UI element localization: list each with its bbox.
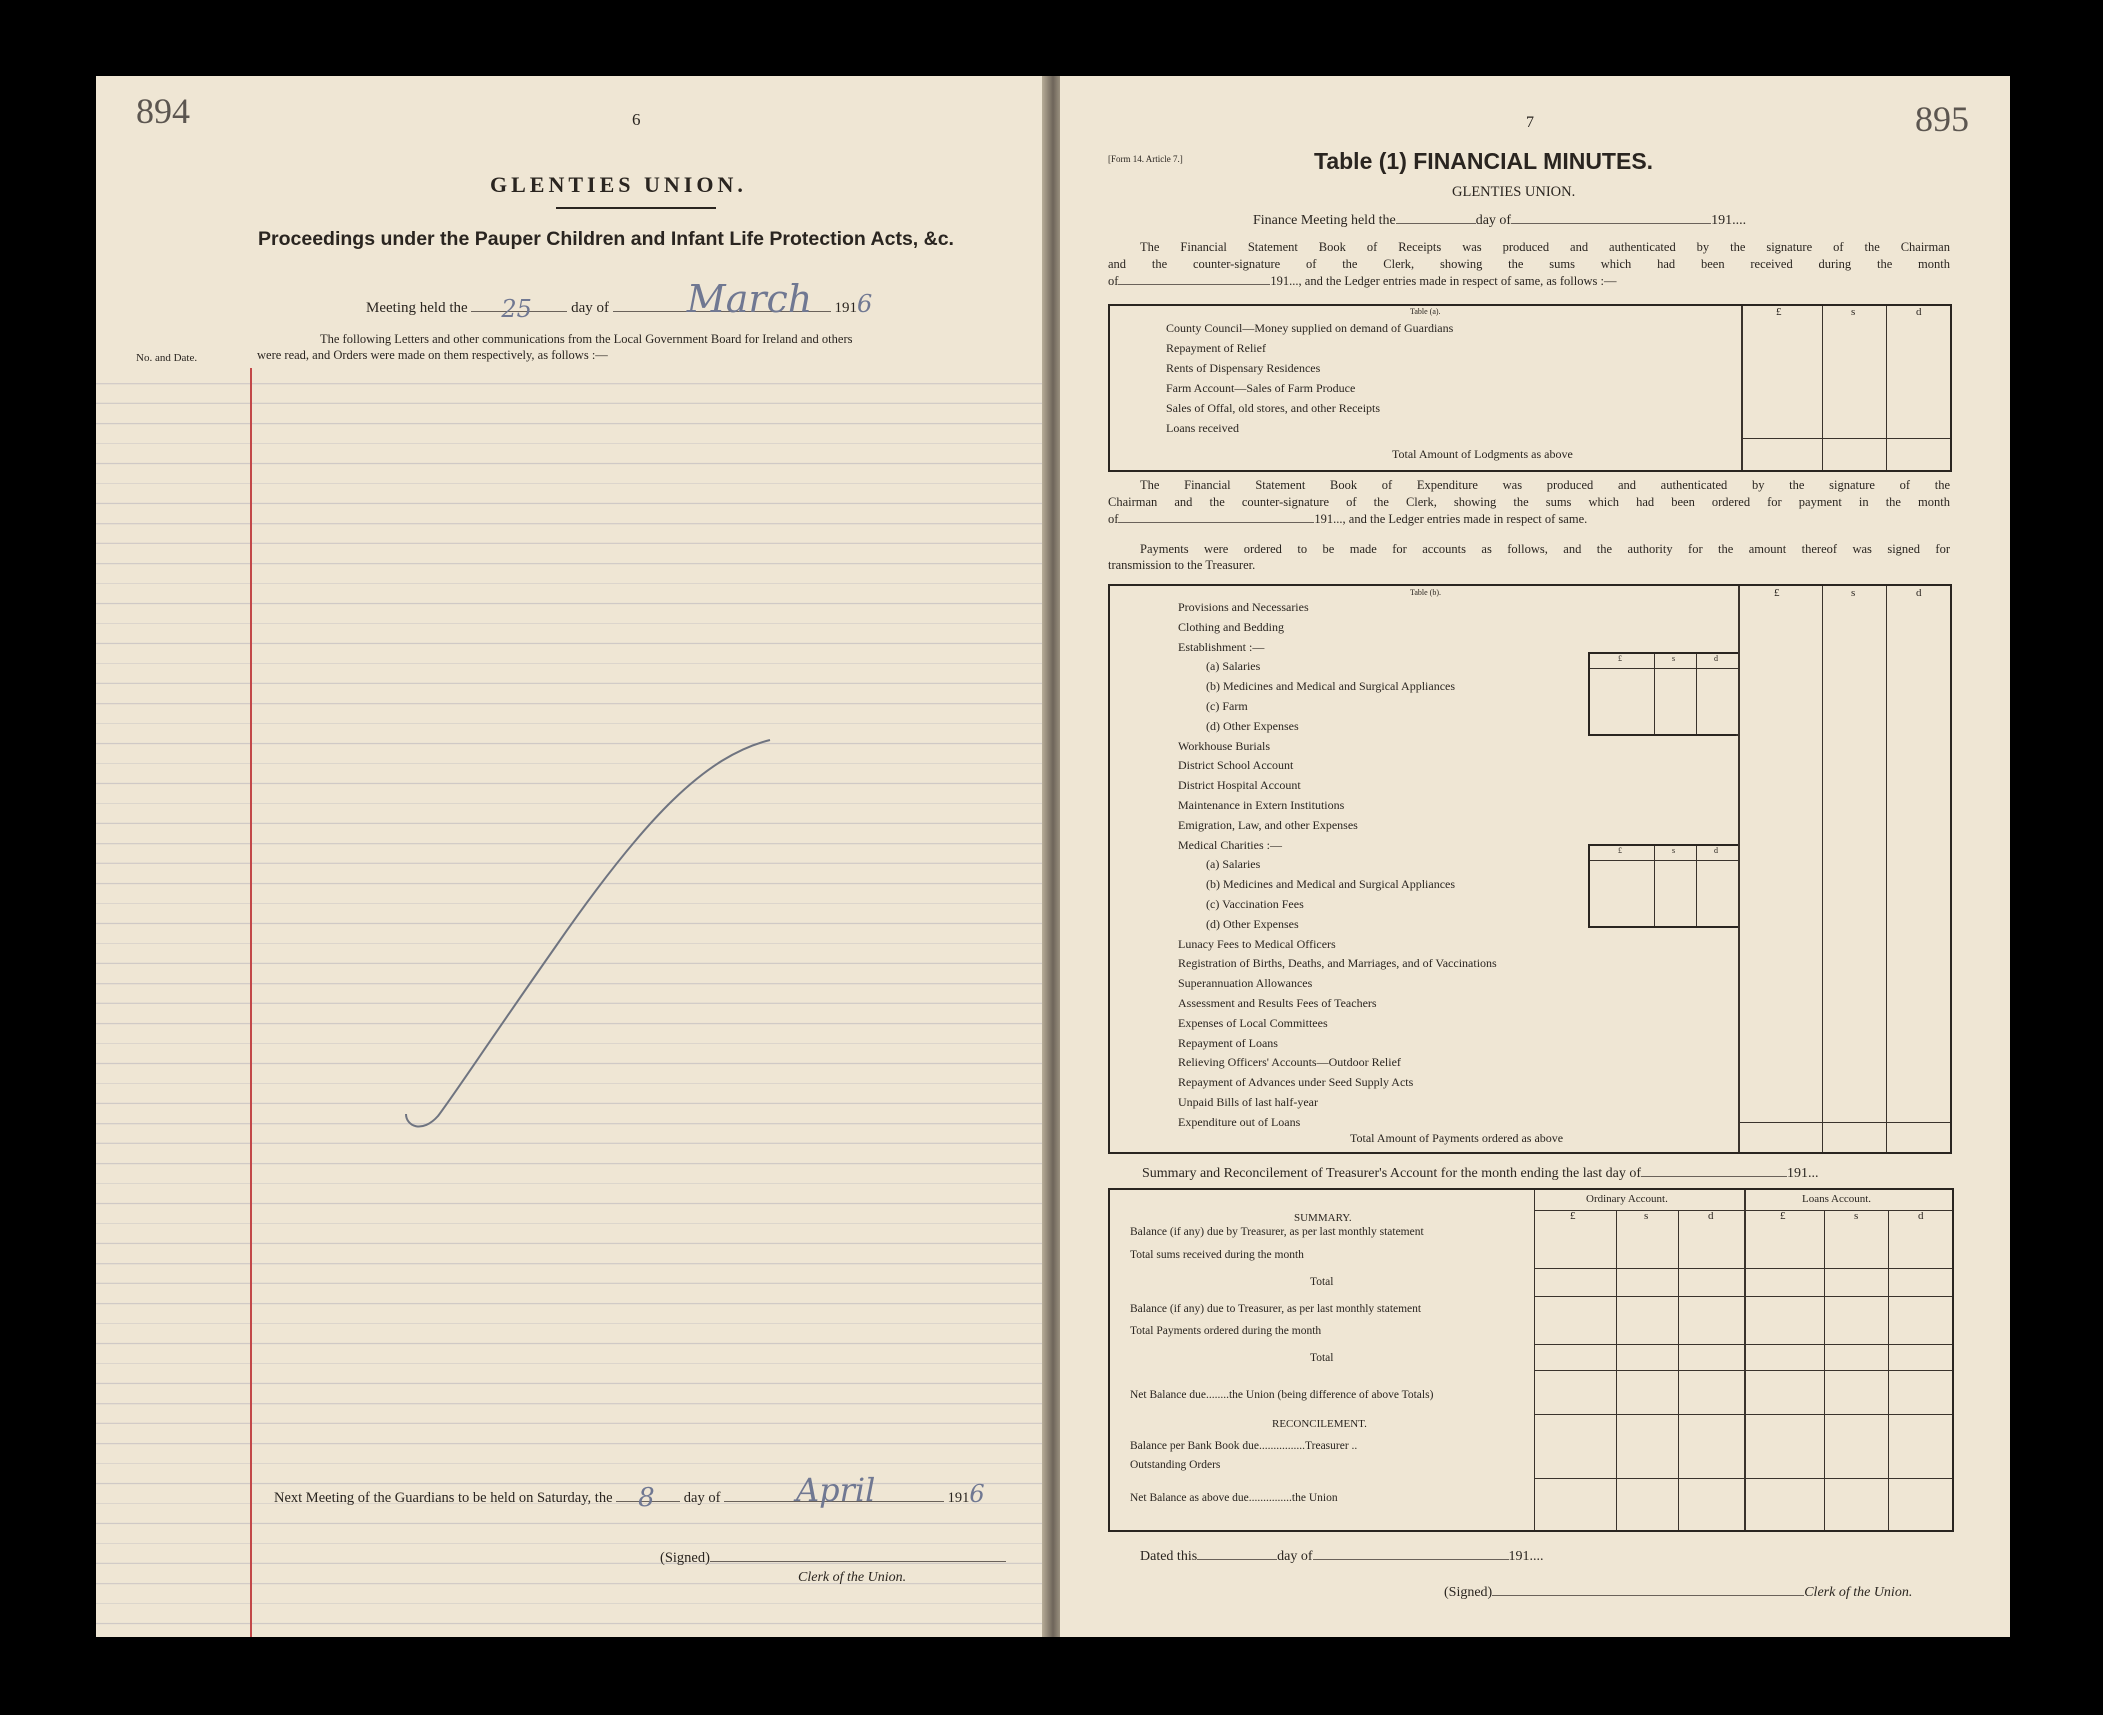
establishment-subtotal-box [1588,652,1738,736]
left-page [96,76,1050,1637]
table-b-currency-shilling: s [1851,587,1856,599]
meeting-month-blank [613,277,831,321]
table-a-currency-shilling: s [1851,306,1856,318]
right-folio-number: 895 [1915,99,1969,139]
summary-label: SUMMARY. [1294,1212,1352,1224]
table-b-row: Establishment :— [1178,639,1265,654]
expenditure-line-2: Chairman and the counter-signature of the Clerk, showing the sums which had been ordered for payment in the month [1108,495,1950,509]
right-signature-blank [1492,1595,1804,1596]
left-clerk-label: Clerk of the Union. [798,1570,907,1585]
table-a-currency-pound: £ [1776,306,1782,318]
table-a-row: Loans received [1166,421,1239,435]
table-b-money-divider [1738,586,1740,1152]
summary-rule [1534,1478,1952,1479]
table-b [1108,584,1952,1154]
table-a-total: Total Amount of Lodgments as above [1392,447,1573,461]
expenditure-of: of [1108,512,1119,526]
dated-month-blank [1313,1559,1509,1560]
summary-row: Balance (if any) due by Treasurer, as per last monthly statement [1130,1226,1424,1238]
establishment-subtotal-col-d [1696,654,1697,734]
margin-label-no-and-date: No. and Date. [136,352,198,364]
reconcilement-row: Net Balance as above due...............the Union [1130,1492,1338,1504]
table-b-row: Provisions and Necessaries [1178,600,1309,614]
summary-day-blank [1641,1176,1787,1177]
loans-account-header: Loans Account. [1802,1193,1872,1205]
intro-line-2: were read, and Orders were made on them respectively, as follows :— [257,348,608,362]
receipts-line-3-rest: 191..., and the Ledger entries made in respect of same, as follows :— [1270,274,1617,288]
next-meeting-prefix: Next Meeting of the Guardians to be held on Saturday, the [274,1490,613,1506]
payments-line-2: transmission to the Treasurer. [1108,558,1256,572]
table-b-row: (b) Medicines and Medical and Surgical Appliances [1206,679,1456,694]
summary-heading-text: Summary and Reconcilement of Treasurer's Account for the month ending the last day of [1142,1166,1642,1181]
table-b-row: (c) Vaccination Fees [1206,897,1304,911]
summary-row: Total sums received during the month [1130,1249,1304,1261]
summary-rule [1534,1344,1952,1345]
table-a [1108,304,1952,472]
expenditure-line-1: The Financial Statement Book of Expenditure was produced and authenticated by the signature of the [1140,478,1950,492]
receipts-month-blank [1118,284,1270,285]
table-b-row: Lunacy Fees to Medical Officers [1178,936,1336,951]
establishment-connector [1736,734,1740,736]
next-meeting-year-handwritten: 6 [969,1480,985,1508]
establishment-currency-pence: d [1714,654,1718,663]
table-b-row: (d) Other Expenses [1206,718,1299,733]
reconcilement-label: RECONCILEMENT. [1272,1418,1367,1430]
loans-currency-shilling: s [1854,1210,1859,1222]
summary-rule [1534,1414,1952,1415]
meeting-day-blank [471,295,567,323]
form-reference: [Form 14. Article 7.] [1108,154,1183,164]
table-a-row: Repayment of Relief [1166,341,1266,355]
table-b-row: Workhouse Burials [1178,738,1271,753]
table-b-total-rule [1739,1122,1950,1123]
finance-month-blank [1511,223,1711,224]
finance-year: 191.... [1711,213,1747,228]
summary-rule [1534,1296,1952,1297]
table-b-col-d [1886,586,1887,1152]
table-b-row: Expenses of Local Committees [1178,1015,1328,1030]
table-a-money-divider [1741,306,1743,470]
intro-line-1: The following Letters and other communications from the Local Government Board for Ireland and others [320,332,853,346]
next-meeting-day-blank [616,1483,680,1513]
left-signed-label: (Signed) [660,1550,710,1566]
dated-line [1140,1549,1544,1565]
summary-header-rule [1534,1210,1952,1211]
table-a-caption: Table (a). [1410,307,1441,316]
right-signed-label: (Signed) [1444,1585,1493,1600]
medical-subtotal-header-rule [1590,860,1738,861]
left-page-number: 6 [632,110,641,129]
table-b-row: Unpaid Bills of last half-year [1178,1095,1318,1109]
table-b-row: Repayment of Loans [1178,1035,1278,1050]
dated-year: 191.... [1508,1549,1544,1564]
table-b-currency-pound: £ [1774,587,1780,599]
table-b-row: District School Account [1178,758,1294,773]
summary-heading-year: 191... [1787,1166,1819,1181]
proceedings-title: Proceedings under the Pauper Children and Infant Life Protection Acts, &c. [258,228,954,250]
summary-table [1108,1188,1954,1532]
establishment-subtotal-col-s [1654,654,1655,734]
next-meeting-day-of: day of [683,1490,721,1506]
table-b-row: Clothing and Bedding [1178,619,1284,634]
table-b-row: Medical Charities :— [1178,837,1282,852]
ordinary-account-header: Ordinary Account. [1586,1193,1668,1205]
receipts-line-3 [1108,274,1617,289]
establishment-currency-pound: £ [1618,654,1622,663]
meeting-prefix: Meeting held the [366,300,468,316]
left-page-header-area [96,76,1050,372]
table-b-row: (c) Farm [1206,699,1248,713]
summary-col-loans [1744,1190,1746,1530]
table-b-row: (b) Medicines and Medical and Surgical Appliances [1206,877,1456,892]
right-clerk-label: Clerk of the Union. [1804,1585,1913,1600]
next-meeting-day-handwritten: 8 [638,1483,655,1513]
table-b-row: Emigration, Law, and other Expenses [1178,817,1358,832]
expenditure-line-3-rest: 191..., and the Ledger entries made in respect of same. [1314,512,1588,526]
medical-currency-pound: £ [1618,846,1622,855]
meeting-year-handwritten: 6 [857,290,873,318]
finance-meeting-label: Finance Meeting held the [1253,213,1396,228]
summary-row: Balance (if any) due to Treasurer, as per last monthly statement [1130,1303,1422,1315]
table-b-row: District Hospital Account [1178,778,1301,793]
table-b-row: Repayment of Advances under Seed Supply Acts [1178,1075,1414,1090]
expenditure-line-3 [1108,512,1587,527]
loans-currency-pence: d [1918,1210,1924,1222]
meeting-month-handwritten: March [686,277,813,321]
table-a-col-d [1886,306,1887,470]
left-folio-number: 894 [136,91,190,131]
table-b-row: Maintenance in Extern Institutions [1178,798,1345,812]
dated-day-blank [1197,1559,1277,1560]
dated-this-label: Dated this [1140,1549,1198,1564]
table-b-row: Registration of Births, Deaths, and Marriages, and of Vaccinations [1178,956,1497,971]
right-signature-line [1444,1585,1912,1601]
table-b-row: (d) Other Expenses [1206,916,1299,931]
loans-currency-pound: £ [1780,1210,1786,1222]
medical-subtotal-col-d [1696,846,1697,926]
finance-meeting-line [1253,213,1746,229]
receipts-line-1: The Financial Statement Book of Receipts was produced and authenticated by the signature of the Chairman [1140,240,1950,254]
table-a-total-rule [1742,438,1950,439]
ordinary-currency-shilling: s [1644,1210,1649,1222]
table-b-row: (a) Salaries [1206,659,1261,674]
medical-subtotal-col-s [1654,846,1655,926]
meeting-line [366,277,873,323]
table-a-row: County Council—Money supplied on demand of Guardians [1166,321,1454,335]
table-b-row: Assessment and Results Fees of Teachers [1178,996,1377,1010]
ordinary-currency-pence: d [1708,1210,1714,1222]
summary-rule [1534,1268,1952,1269]
table-b-row: Superannuation Allowances [1178,976,1313,991]
right-union-title: GLENTIES UNION. [1452,184,1576,200]
summary-row-total: Total [1310,1352,1334,1364]
meeting-year-prefix: 191 [834,300,858,316]
table-b-row: Relieving Officers' Accounts—Outdoor Relief [1178,1055,1401,1070]
table-a-col-s [1822,306,1823,470]
reconcilement-row: Outstanding Orders [1130,1459,1221,1471]
medical-currency-shilling: s [1672,846,1676,855]
meeting-day-handwritten: 25 [501,295,532,323]
table-a-row: Sales of Offal, old stores, and other Receipts [1166,401,1381,415]
margin-rule [250,368,252,1637]
summary-col-ordinary-pound [1534,1190,1535,1530]
title-rule [556,207,716,209]
receipts-line-2: and the counter-signature of the Clerk, showing the sums which had been received during the month [1108,257,1950,271]
ordinary-currency-pound: £ [1570,1210,1576,1222]
table-b-total: Total Amount of Payments ordered as above [1350,1131,1564,1145]
finance-day-blank [1396,223,1476,224]
summary-row-net-balance: Net Balance due........the Union (being difference of above Totals) [1130,1389,1434,1401]
meeting-day-of: day of [571,300,610,316]
table-b-caption: Table (b). [1410,588,1441,597]
summary-rule [1534,1370,1952,1371]
dated-day-of: day of [1277,1549,1313,1564]
table-a-row: Rents of Dispensary Residences [1166,361,1321,375]
cancellation-stroke [396,736,776,1216]
financial-minutes-title: Table (1) FINANCIAL MINUTES. [1314,148,1654,174]
right-page-number: 7 [1526,114,1534,131]
summary-row-total: Total [1310,1276,1334,1288]
next-meeting-month-handwritten: April [796,1471,876,1509]
payments-line-1: Payments were ordered to be made for accounts as follows, and the authority for the amount thereof was signed for [1140,542,1950,556]
left-signature-line [660,1550,1006,1567]
table-b-currency-pence: d [1916,587,1922,599]
summary-row: Total Payments ordered during the month [1130,1325,1322,1337]
next-meeting-month-blank [724,1471,944,1509]
right-page [1060,76,2010,1637]
medical-currency-pence: d [1714,846,1718,855]
table-b-row: (a) Salaries [1206,857,1261,872]
reconcilement-row: Balance per Bank Book due................Treasurer .. [1130,1440,1358,1452]
summary-heading [1142,1166,1819,1182]
table-a-currency-pence: d [1916,306,1922,318]
union-title: GLENTIES UNION. [490,172,747,197]
next-meeting-year-prefix: 191 [947,1490,970,1506]
establishment-currency-shilling: s [1672,654,1676,663]
establishment-subtotal-header-rule [1590,668,1738,669]
medical-charities-subtotal-box [1588,844,1738,928]
expenditure-month-blank [1118,522,1314,523]
table-b-col-s [1822,586,1823,1152]
next-meeting-line [274,1471,985,1513]
receipts-of: of [1108,274,1119,288]
table-b-row: Expenditure out of Loans [1178,1114,1301,1129]
table-a-row: Farm Account—Sales of Farm Produce [1166,381,1356,395]
finance-day-of: day of [1475,213,1512,228]
left-signature-blank [710,1561,1006,1562]
